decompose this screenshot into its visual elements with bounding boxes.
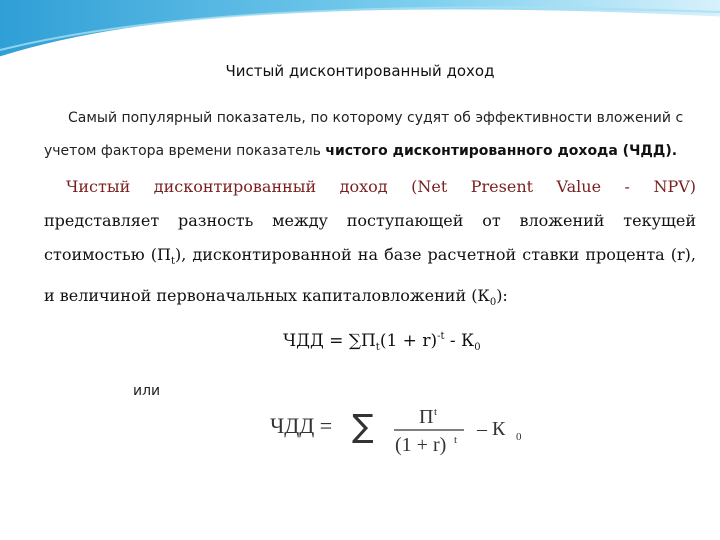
- definition-word: Value: [556, 177, 602, 196]
- definition-word: NPV): [653, 177, 696, 196]
- formula-exponent: -t: [437, 331, 445, 342]
- definition-word: Present: [470, 177, 534, 196]
- definition-word: Чистый: [66, 177, 131, 196]
- fraction-tail-sub: 0: [516, 431, 522, 443]
- definition-word: дисконтированный: [153, 177, 317, 196]
- fraction-numerator: П: [419, 406, 434, 428]
- formula-mid: (1 + r): [379, 331, 438, 351]
- definition-body-b: ), дисконтированной на базе расчетной ставки процента (r), и величиной первоначальных капиталовложений (К: [44, 245, 697, 305]
- sigma-symbol: ∑: [352, 407, 374, 445]
- fraction-lhs: ЧДД =: [270, 413, 333, 438]
- fraction-denominator: (1 + r): [395, 434, 447, 456]
- definition-first-line: [44, 170, 696, 204]
- header-decoration: [0, 0, 720, 70]
- denominator-sup: t: [454, 434, 458, 446]
- formula-lhs: ЧДД = ∑П: [283, 331, 376, 351]
- intro-text: Самый популярный показатель, по которому судят об эффективности вложений с учетом фактора времени показатель: [44, 110, 684, 159]
- formula-tail: - К: [444, 331, 475, 351]
- definition-word: доход: [339, 177, 388, 196]
- or-text: или: [133, 383, 161, 399]
- formula-sub-0: 0: [474, 342, 481, 353]
- subscript-0: 0: [489, 297, 497, 308]
- page-title: Чистый дисконтированный доход: [225, 62, 495, 80]
- definition-word: (Net: [411, 177, 448, 196]
- formula-sub-t: t: [375, 342, 380, 353]
- definition-body: [44, 204, 696, 320]
- definition-body-a: представляет разность между поступающей от вложений текущей стоимостью (П: [44, 211, 696, 264]
- npv-formula-fraction: [270, 393, 550, 463]
- fraction-tail: – К: [477, 418, 506, 440]
- definition-paragraph: [44, 170, 696, 320]
- definition-word: -: [624, 177, 630, 196]
- numerator-sup: t: [434, 406, 438, 418]
- intro-bold-term: чистого дисконтированного дохода (ЧДД).: [325, 143, 678, 159]
- npv-formula-inline: [283, 331, 481, 353]
- intro-paragraph: [44, 102, 704, 168]
- subscript-t: t: [170, 256, 175, 267]
- definition-body-c: ):: [496, 286, 508, 305]
